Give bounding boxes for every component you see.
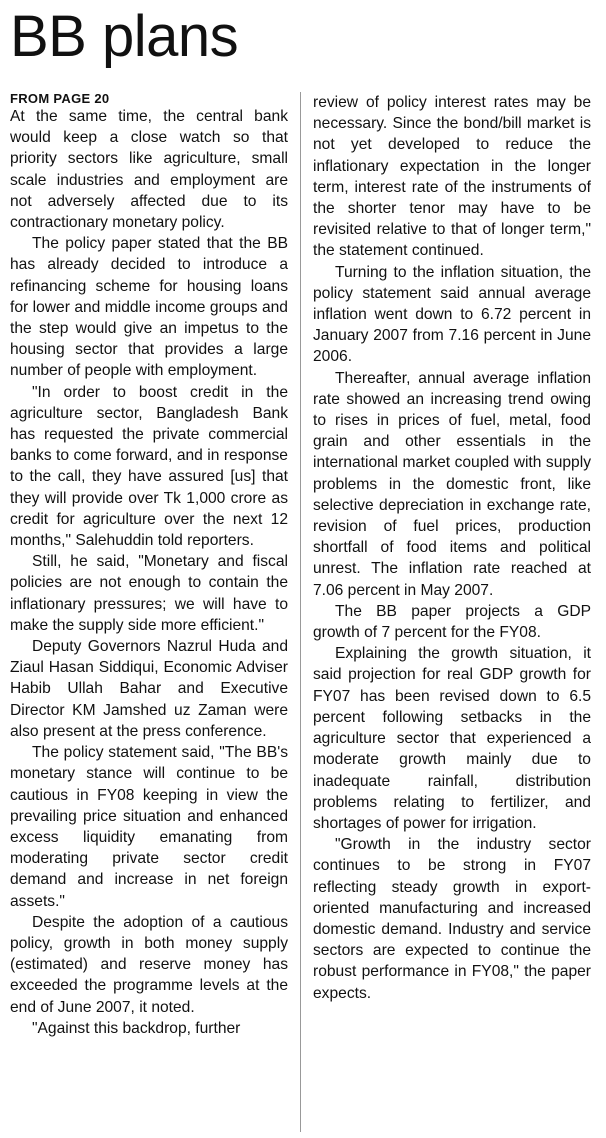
paragraph: "In order to boost credit in the agriculture sector, Bangladesh Bank has requested the private commercial banks to come forward, and in response to the call, they have assured [us] that they will provide over Tk 1,000 crore as credit for agriculture over the next 12 months," Salehuddin told reporters. (10, 383, 288, 550)
column-divider (300, 92, 301, 1132)
paragraph: Turning to the inflation situation, the policy statement said annual average inflation went down to 6.72 percent in January 2007 from 7.16 percent in June 2006. (313, 263, 591, 366)
paragraph: Thereafter, annual average inflation rate showed an increasing trend owing to rises in prices of fuel, metal, food grain and other essentials in the international market coupled with supply problems in the domestic front, like selective depreciation in exchange rate, revision of fuel prices, production shortfall of food items and political unrest. The inflation rate reached at 7.06 percent in May 2007. (313, 369, 591, 599)
paragraph: review of policy interest rates may be necessary. Since the bond/bill market is not yet developed to reduce the inflationary expectation in the longer term, interest rate of the instruments of the shorter tenor may have to be revisited relative to that of longer term," the statement continued. (313, 94, 591, 260)
paragraph: At the same time, the central bank would keep a close watch so that priority sectors like agriculture, small scale industries and employment are not adversely affected due to its contractionary monetary policy. (10, 108, 288, 232)
article-column-right (313, 92, 591, 1132)
article-column-left (10, 92, 288, 1132)
paragraph: The BB paper projects a GDP growth of 7 percent for the FY08. (313, 602, 591, 642)
paragraph: Deputy Governors Nazrul Huda and Ziaul Hasan Siddiqui, Economic Adviser Habib Ullah Bahar and Executive Director KM Jamshed uz Zaman were also present at the press conference. (10, 638, 288, 740)
paragraph: "Against this backdrop, further (32, 1019, 241, 1037)
paragraph: "Growth in the industry sector continues to be strong in FY07 reflecting steady growth in export-oriented manufacturing and increased domestic demand. Industry and service sectors are expected to continue the robust performance in FY08," the paper expects. (313, 836, 591, 1002)
paragraph: Explaining the growth situation, it said projection for real GDP growth for FY07 has been revised down to 6.5 percent following setbacks in the agriculture sector that experienced a moderate growth mainly due to inadequate rainfall, distribution problems relating to fertilizer, and shortages of power for irrigation. (313, 645, 591, 832)
headline: BB plans (10, 4, 239, 69)
paragraph: Despite the adoption of a cautious policy, growth in both money supply (estimated) and reserve money has exceeded the programme levels at the end of June 2007, it noted. (10, 913, 288, 1016)
paragraph: Still, he said, "Monetary and fiscal policies are not enough to contain the inflationary pressures; we will have to make the supply side more efficient." (10, 553, 288, 634)
paragraph: The policy paper stated that the BB has already decided to introduce a refinancing scheme for housing loans for lower and middle income groups and the step would give an impetus to the housing sector that provides a large number of people with employment. (10, 235, 288, 380)
paragraph: The policy statement said, "The BB's monetary stance will continue to be cautious in FY08 keeping in view the prevailing price situation and enhanced excess liquidity emanating from moderating private sector credit demand and increase in net foreign assets." (10, 744, 288, 910)
continued-from-label: FROM PAGE 20 (10, 92, 110, 106)
